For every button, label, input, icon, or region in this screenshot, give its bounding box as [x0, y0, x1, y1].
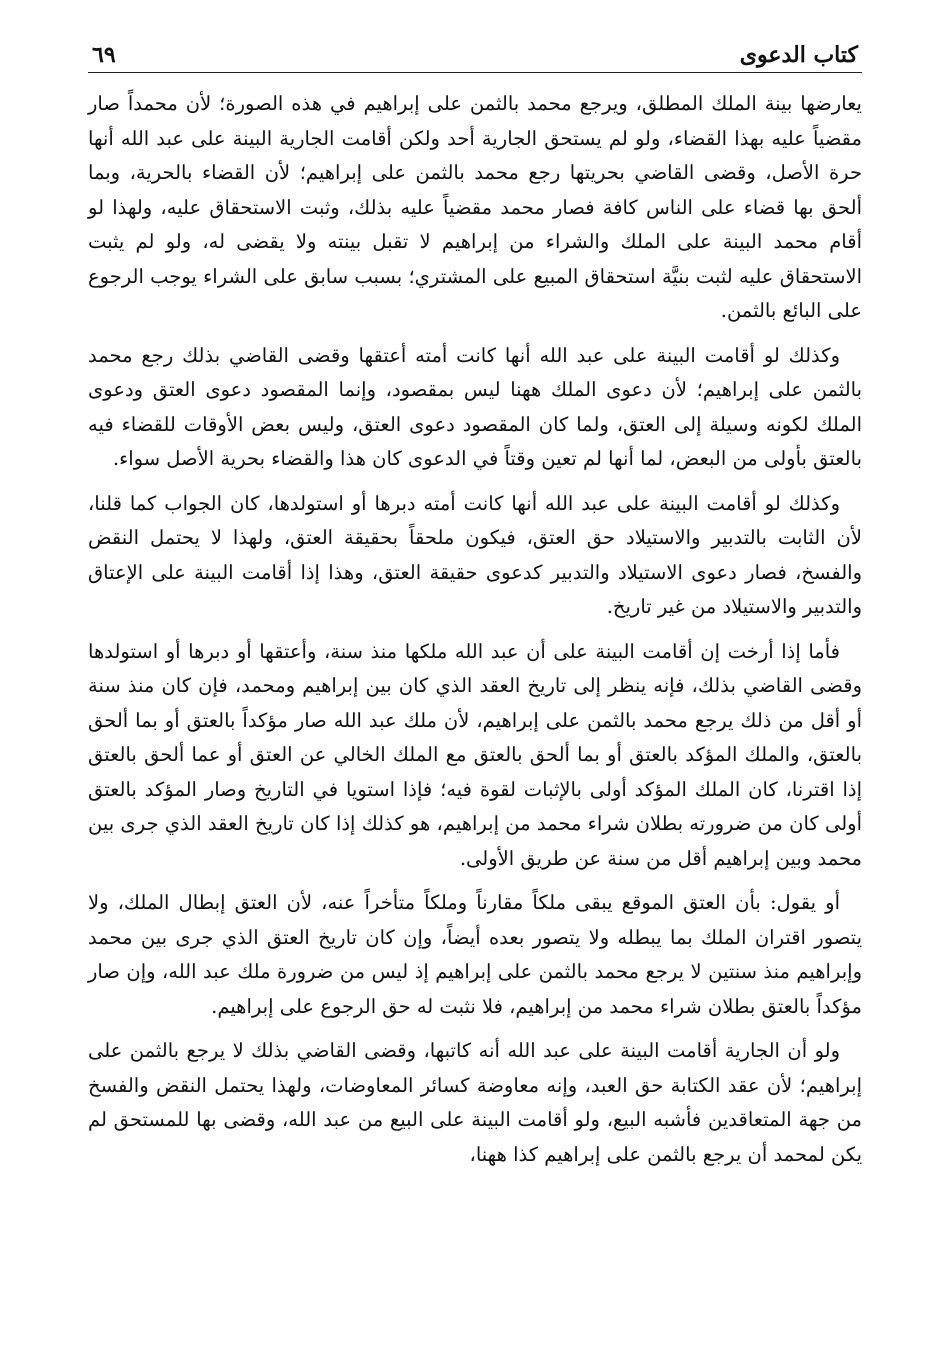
paragraph-1: يعارضها بينة الملك المطلق، ويرجع محمد بالثمن على إبراهيم في هذه الصورة؛ لأن محمداً صار مقضياً عليه بهذا القضاء، ولو لم يستحق الجارية أحد ولكن أقامت الجارية البينة على عبد الله أنها حرة الأصل، وقضى القاضي بحريتها رجع محمد بالثمن على إبراهيم؛ لأن القضاء بالحرية، وبما ألحق بها قضاء على الناس كافة فصار محمد مقضياً عليه بذلك، وثبت الاستحقاق عليه، ولهذا لو أقام محمد البينة على الملك والشراء من إبراهيم لا تقبل بينته ولا يقضى له، ولو لم يثبت الاستحقاق عليه لثبت بنيَّة استحقاق المبيع على المشتري؛ بسبب سابق على الشراء يوجب الرجوع على البائع بالثمن. — [88, 92, 862, 322]
paragraph-4: فأما إذا أرخت إن أقامت البينة على أن عبد الله ملكها منذ سنة، وأعتقها أو دبرها أو استولدها وقضى القاضي بذلك، فإنه ينظر إلى تاريخ العقد الذي كان بين إبراهيم ومحمد، فإن كان منذ سنة أو أقل من ذلك يرجع محمد بالثمن على إبراهيم، لأن ملك عبد الله صار مؤكداً بالعتق أو بما ألحق بالعتق، والملك المؤكد بالعتق أو بما ألحق بالعتق مع الملك الخالي عن العتق أو عما ألحق بالعتق إذا اقترنا، كان الملك المؤكد أولى بالإثبات لقوة فيه؛ فإذا استويا في التاريخ وصار المؤكد بالعتق أولى كان من ضرورته بطلان شراء محمد من إبراهيم، هو كذلك إذا كان تاريخ العقد الذي جرى بين محمد وبين إبراهيم أقل من سنة عن طريق الأولى. — [88, 639, 862, 870]
paragraph-5: أو يقول: بأن العتق الموقع يبقى ملكاً مقارناً وملكاً متأخراً عنه، لأن العتق إبطال الملك، ولا يتصور اقتران الملك بما يبطله ولا يتصور بعده أيضاً، وإن كان تاريخ العتق الذي جرى بين محمد وإبراهيم منذ سنتين لا يرجع محمد بالثمن على إبراهيم إذ ليس من ضرورة ملك عبد الله، وإن صار مؤكداً بالعتق بطلان شراء محمد من إبراهيم، فلا نثبت له حق الرجوع على إبراهيم. — [88, 891, 862, 1018]
paragraph-6: ولو أن الجارية أقامت البينة على عبد الله أنه كاتبها، وقضى القاضي بذلك لا يرجع بالثمن على إبراهيم؛ لأن عقد الكتابة حق العبد، وإنه معاوضة كسائر المعاوضات، ولهذا يحتمل النقض والفسخ من جهة المتعاقدين فأشبه البيع، ولو أقامت البينة على البيع من عبد الله، وقضى بها للمستحق لم يكن لمحمد أن يرجع بالثمن على إبراهيم كذا ههنا، — [88, 1039, 862, 1166]
page-number: ٦٩ — [92, 42, 116, 68]
running-header — [88, 28, 862, 73]
body-text — [88, 87, 862, 1172]
paragraph-2: وكذلك لو أقامت البينة على عبد الله أنها كانت أمته أعتقها وقضى القاضي بذلك رجع محمد بالثمن على إبراهيم؛ لأن دعوى الملك ههنا ليس بمقصود، وإنما المقصود دعوى العتق ودعوى الملك لكونه وسيلة إلى العتق، ولما كان المقصود دعوى العتق، وليس بعض الأوقات للقضاء فيه بالعتق بأولى من البعض، لما أنها لم تعين وقتاً في الدعوى كان هذا والقضاء بحرية الأصل سواء. — [88, 343, 862, 470]
paragraph-3: وكذلك لو أقامت البينة على عبد الله أنها كانت أمته دبرها أو استولدها، كان الجواب كما قلنا، لأن الثابت بالتدبير والاستيلاد حق العتق، فيكون ملحقاً بحقيقة العتق، ولهذا لا يحتمل النقض والفسخ، فصار دعوى الاستيلاد والتدبير كدعوى حقيقة العتق، وهذا إذا أقامت البينة على الإعتاق والتدبير والاستيلاد من غير تاريخ. — [88, 491, 862, 618]
book-page — [88, 28, 862, 1182]
book-title: كتاب الدعوى — [739, 42, 858, 68]
